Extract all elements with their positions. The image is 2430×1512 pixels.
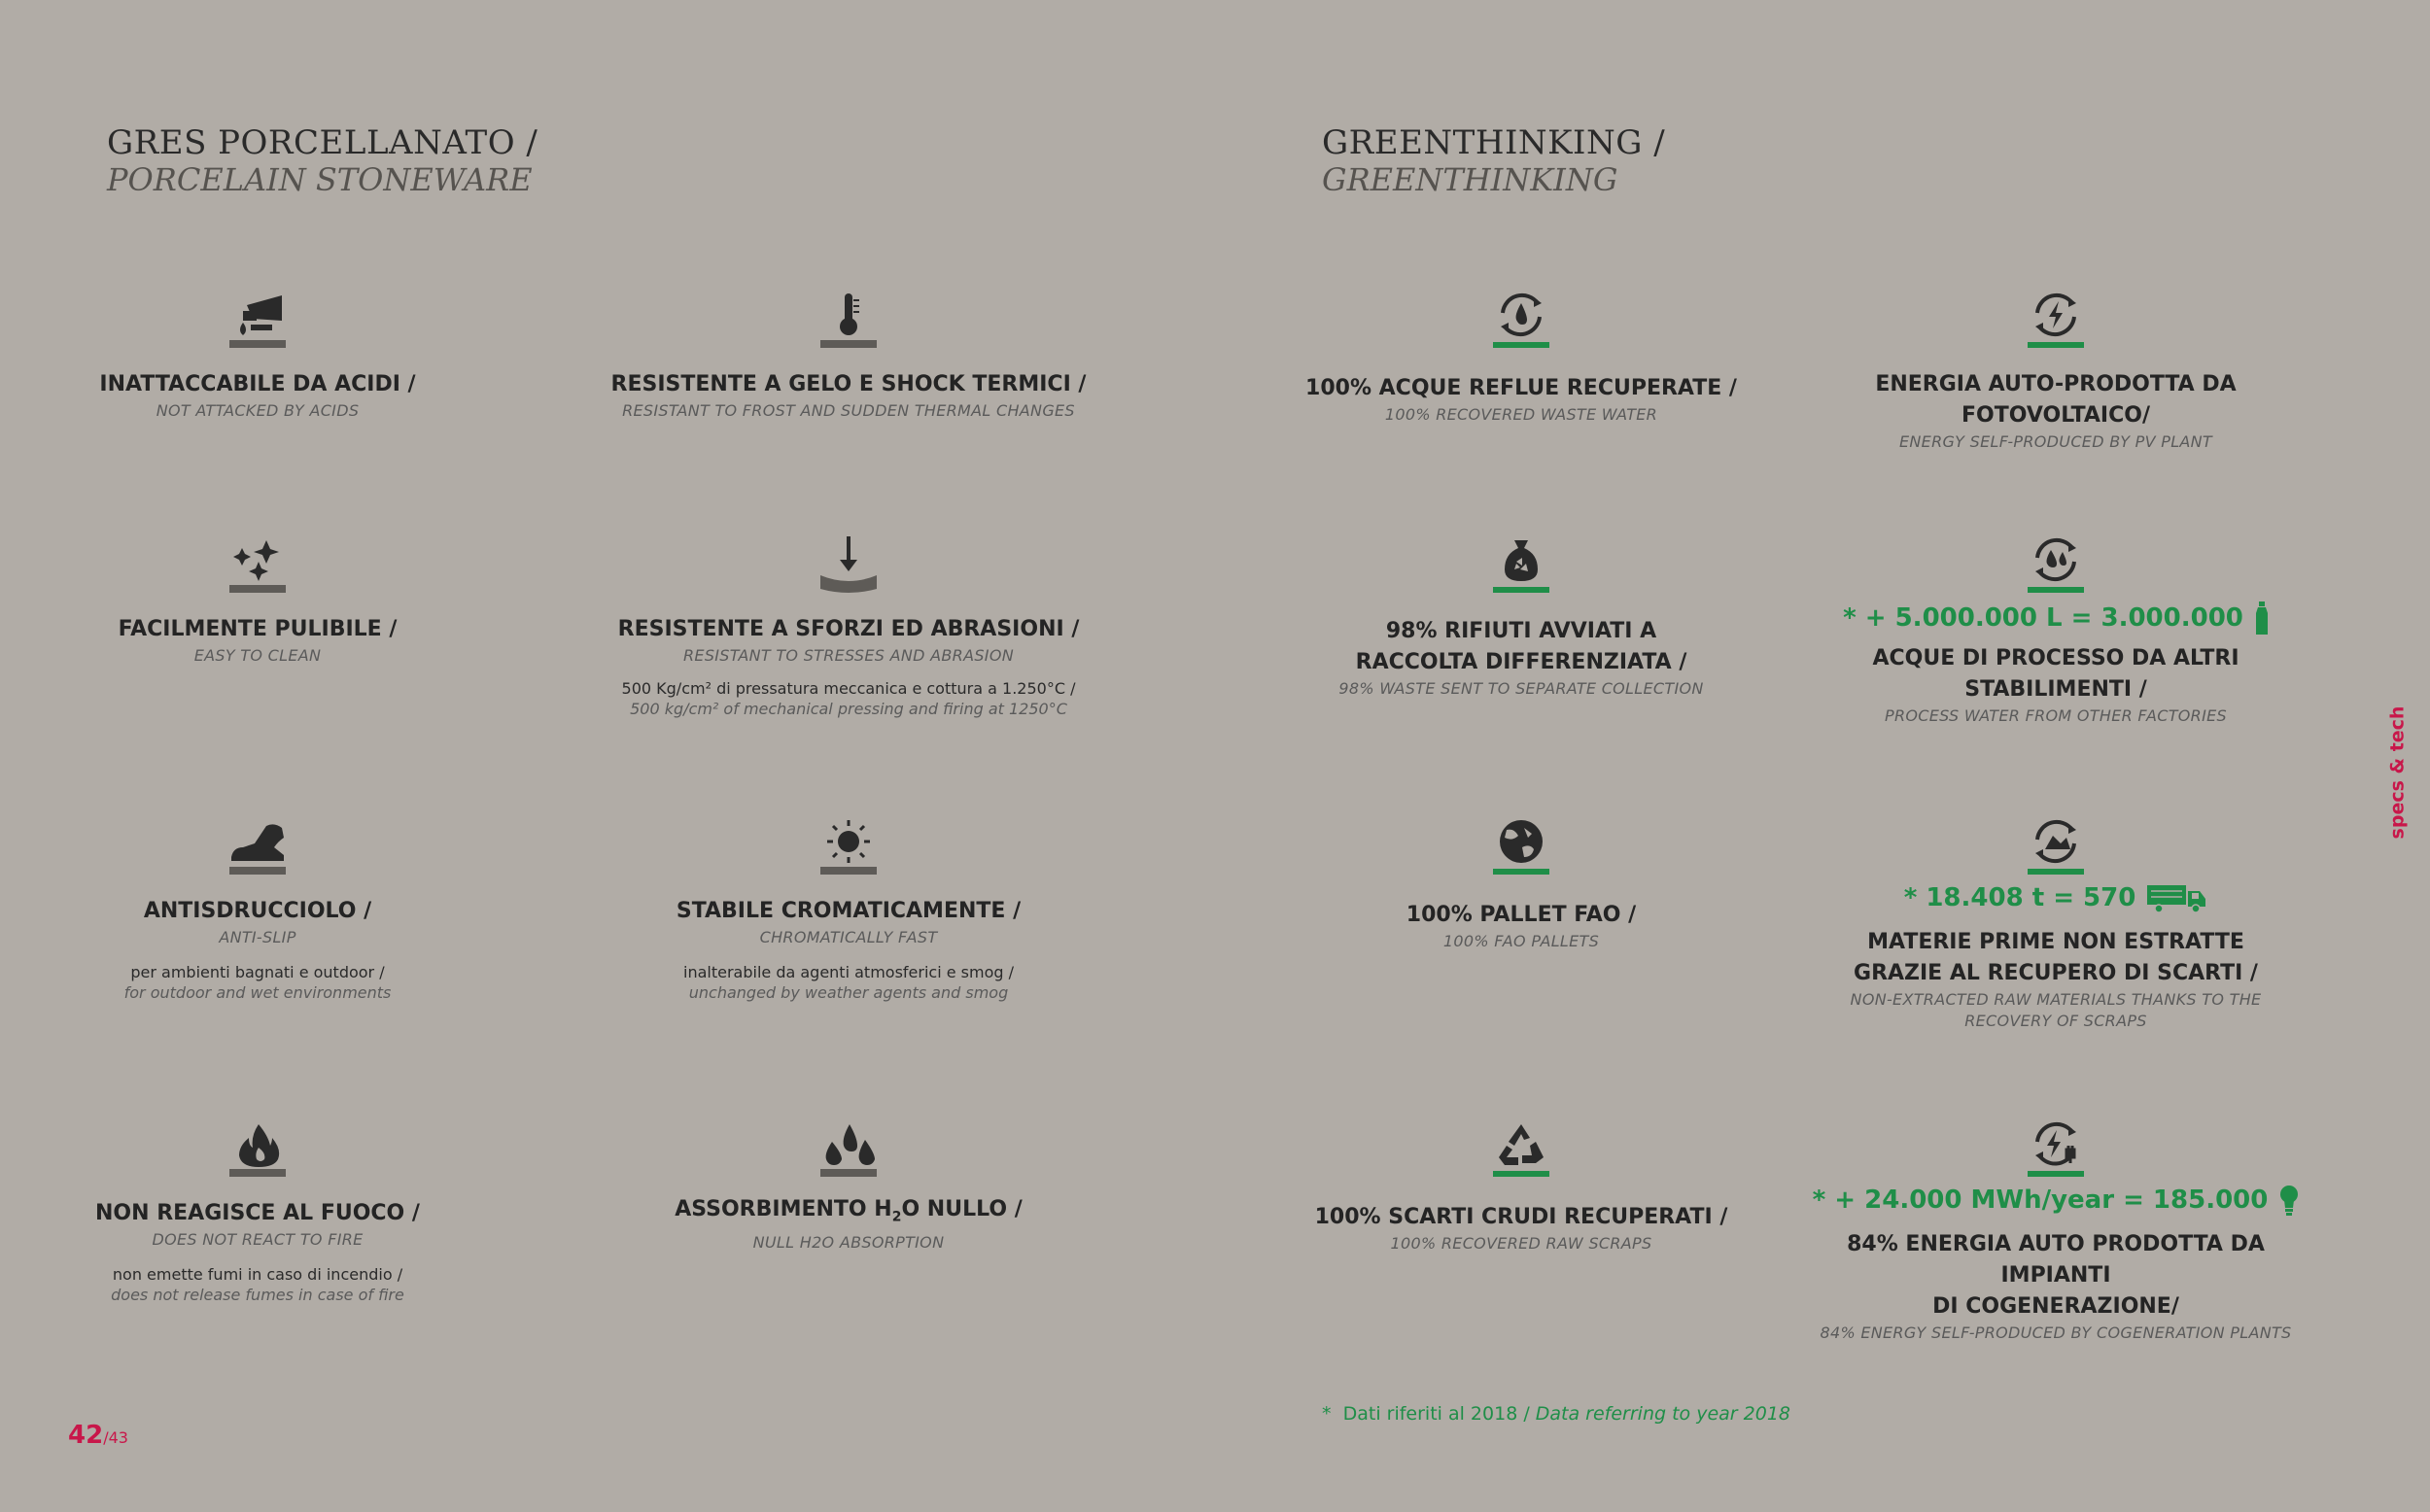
feature-null-absorption [596, 1120, 1101, 1254]
green-stat [1803, 601, 2308, 636]
feature-title: INATTACCABILE DA ACIDI / [99, 372, 416, 396]
thermometer-icon [820, 292, 877, 348]
feature-description: inalterabile da agenti atmosferici e smog / [683, 963, 1014, 981]
feature-description-en: 500 kg/cm² of mechanical pressing and firing at 1250°C [630, 700, 1067, 718]
green-stat [1803, 880, 2308, 915]
title-it: GREENTHINKING / [1322, 123, 1666, 162]
cogeneration-icon [2028, 1120, 2084, 1177]
feature-title: NON REAGISCE AL FUOCO / [95, 1201, 420, 1225]
water-drops-icon [820, 1120, 877, 1177]
title-en: GREENTHINKING [1322, 161, 1618, 199]
green-title-line2: STABILIMENTI / [1964, 677, 2147, 702]
side-tag-label: specs & tech [2386, 705, 2408, 840]
pressure-arrow-icon [820, 536, 877, 593]
side-tag [2368, 700, 2426, 845]
page-number [68, 1421, 128, 1450]
green-title-line2: FOTOVOLTAICO/ [1961, 403, 2150, 428]
recycle-icon [1493, 1120, 1549, 1177]
waste-bag-icon [1493, 536, 1549, 593]
feature-subtitle: RESISTANT TO FROST AND SUDDEN THERMAL CHANGES [622, 401, 1075, 420]
sparkle-icon [229, 536, 286, 593]
title-part: O NULLO / [901, 1197, 1023, 1221]
section-title-porcelain [107, 124, 538, 198]
sun-icon [820, 818, 877, 875]
stat-value: * + 5.000.000 L = 3.000.000 [1843, 603, 2243, 633]
green-title-line1: 98% RIFIUTI AVVIATI A [1385, 619, 1657, 643]
feature-subtitle: EASY TO CLEAN [193, 646, 322, 665]
green-title-line1: 84% ENERGIA AUTO PRODOTTA DA IMPIANTI [1847, 1232, 2265, 1288]
green-process-water [1803, 536, 2308, 727]
stat-value: * 18.408 t = 570 [1903, 883, 2136, 912]
green-title-line2: GRAZIE AL RECUPERO DI SCARTI / [1854, 961, 2258, 985]
green-fao-pallets [1268, 818, 1774, 952]
feature-title [596, 1194, 1101, 1232]
raw-material-recycle-icon [2028, 818, 2084, 875]
feature-subtitle: NULL H2O ABSORPTION [752, 1233, 945, 1253]
green-stat [1803, 1183, 2308, 1218]
green-subtitle-line2: RECOVERY OF SCRAPS [1964, 1012, 2147, 1030]
feature-acid-resistant [5, 292, 510, 422]
green-title-line1: ENERGIA AUTO-PRODOTTA DA [1875, 372, 2237, 396]
stat-value: * + 24.000 MWh/year = 185.000 [1812, 1186, 2269, 1215]
footnote-it: Dati riferiti al 2018 / [1342, 1403, 1530, 1425]
feature-title: RESISTENTE A GELO E SHOCK TERMICI / [610, 372, 1087, 396]
feature-description-en: unchanged by weather agents and smog [688, 983, 1009, 1002]
pallet-globe-icon [1493, 818, 1549, 875]
feature-description-en: for outdoor and wet environments [123, 983, 392, 1002]
title-en: PORCELAIN STONEWARE [107, 161, 533, 199]
green-cogeneration [1803, 1120, 2308, 1344]
feature-frost-resistant [596, 292, 1101, 422]
feature-description: per ambienti bagnati e outdoor / [130, 963, 385, 981]
green-subtitle-line1: NON-EXTRACTED RAW MATERIALS THANKS TO THE [1850, 990, 2262, 1009]
green-subtitle: 100% RECOVERED RAW SCRAPS [1390, 1234, 1652, 1253]
green-raw-materials [1803, 818, 2308, 1032]
feature-chromatic-stable [596, 818, 1101, 1003]
green-title: 100% PALLET FAO / [1406, 903, 1637, 927]
feature-description-en: does not release fumes in case of fire [111, 1286, 404, 1304]
feature-fire-resistant [5, 1120, 510, 1305]
green-title-line2: DI COGENERAZIONE/ [1932, 1294, 2179, 1319]
truck-icon [2147, 883, 2207, 912]
lightbulb-icon [2279, 1185, 2299, 1216]
green-title-line1: ACQUE DI PROCESSO DA ALTRI [1872, 646, 2239, 670]
footnote-en: Data referring to year 2018 [1535, 1403, 1790, 1425]
green-subtitle: 100% FAO PALLETS [1442, 932, 1600, 950]
green-pv-energy [1803, 292, 2308, 453]
feature-subtitle: CHROMATICALLY FAST [759, 928, 938, 946]
feature-description: non emette fumi in caso di incendio / [112, 1265, 403, 1284]
green-title: 100% ACQUE REFLUE RECUPERATE / [1305, 376, 1737, 400]
green-subtitle: 98% WASTE SENT TO SEPARATE COLLECTION [1338, 679, 1704, 698]
green-title: 100% SCARTI CRUDI RECUPERATI / [1314, 1205, 1728, 1229]
feature-subtitle: RESISTANT TO STRESSES AND ABRASION [683, 646, 1014, 665]
feature-subtitle: NOT ATTACKED BY ACIDS [156, 401, 360, 420]
title-part: ASSORBIMENTO H [675, 1197, 892, 1221]
green-title-line1: MATERIE PRIME NON ESTRATTE [1867, 930, 2244, 954]
flame-icon [229, 1120, 286, 1177]
bottle-icon [2255, 601, 2269, 635]
green-raw-scraps [1268, 1120, 1774, 1254]
feature-title: STABILE CROMATICAMENTE / [676, 899, 1022, 923]
green-title-line2: RACCOLTA DIFFERENZIATA / [1355, 650, 1687, 674]
feature-title: ANTISDRUCCIOLO / [143, 899, 372, 923]
feature-easy-clean [5, 536, 510, 667]
feature-title: RESISTENTE A SFORZI ED ABRASIONI / [617, 617, 1080, 641]
page-total: /43 [103, 1428, 128, 1447]
water-recycle-icon [1493, 292, 1549, 348]
feature-stress-resistant [596, 536, 1101, 719]
process-water-icon [2028, 536, 2084, 593]
title-it: GRES PORCELLANATO / [107, 123, 538, 162]
footnote-star: * [1322, 1403, 1332, 1425]
feature-subtitle: DOES NOT REACT TO FIRE [152, 1230, 364, 1249]
feature-title: FACILMENTE PULIBILE / [118, 617, 398, 641]
green-subtitle: 84% ENERGY SELF-PRODUCED BY COGENERATION PLANTS [1820, 1323, 2292, 1342]
footnote [1322, 1403, 1790, 1425]
page-current: 42 [68, 1421, 104, 1450]
feature-anti-slip [5, 818, 510, 1003]
green-waste-collection [1268, 536, 1774, 700]
title-subscript: 2 [891, 1209, 902, 1225]
green-waste-water [1268, 292, 1774, 426]
section-title-greenthinking [1322, 124, 1665, 198]
feature-description: 500 Kg/cm² di pressatura meccanica e cottura a 1.250°C / [621, 679, 1076, 698]
acid-pour-icon [229, 292, 286, 348]
green-subtitle: ENERGY SELF-PRODUCED BY PV PLANT [1898, 432, 2212, 451]
feature-subtitle: ANTI-SLIP [219, 928, 296, 946]
green-subtitle: PROCESS WATER FROM OTHER FACTORIES [1885, 706, 2227, 725]
energy-recycle-icon [2028, 292, 2084, 348]
shoe-icon [229, 818, 286, 875]
green-subtitle: 100% RECOVERED WASTE WATER [1384, 405, 1658, 424]
